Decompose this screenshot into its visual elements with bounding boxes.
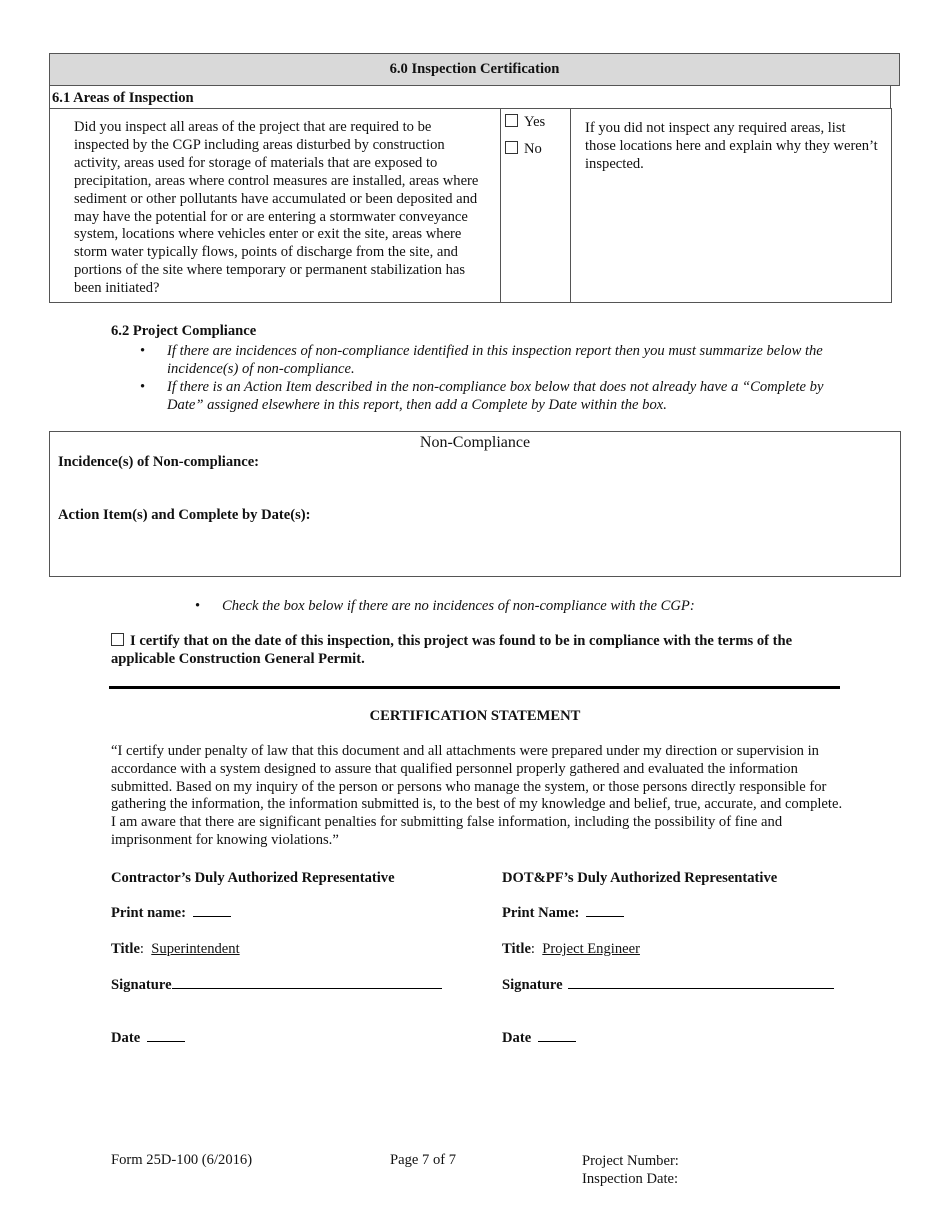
project-number-label: Project Number: [582, 1153, 679, 1169]
dot-print-line[interactable] [586, 904, 624, 917]
yes-option[interactable] [505, 114, 545, 131]
dot-signature-label: Signature [502, 977, 563, 993]
contractor-signature[interactable] [111, 976, 442, 994]
form-number: Form 25D-100 (6/2016) [111, 1152, 253, 1168]
column-divider [570, 109, 571, 302]
non-compliance-box[interactable] [49, 431, 901, 577]
certification-body: “I certify under penalty of law that this document and all attachments were prepared under my direction or supervision in accordance with a system designed to assure that qualified personnel properly gathered and evaluated the information submitted. Based on my inquiry of the person or persons who manage the system, or those persons directly responsible for gathering the information, the information submitted is, to the best of my knowledge and belief, true, accurate, and complete. I am aware that there are significant penalties for submitting false information, including the possibility of fine and imprisonment for knowing violations.” [111, 743, 843, 848]
contractor-print-line[interactable] [193, 904, 231, 917]
divider [109, 686, 840, 689]
dot-signature[interactable] [502, 976, 834, 994]
no-label: No [524, 141, 542, 157]
contractor-date-label: Date [111, 1030, 141, 1046]
explanation-field[interactable]: If you did not inspect any required areas, list those locations here and explain why they weren’t inspected. [585, 120, 878, 172]
incidences-label: Incidence(s) of Non-compliance: [58, 454, 260, 470]
contractor-title-value[interactable]: Superintendent [151, 941, 240, 957]
no-checkbox[interactable] [505, 141, 518, 154]
contractor-print-name[interactable] [111, 904, 231, 922]
bullet-text: If there are incidences of non-compliance identified in this inspection report then you must summarize below the incidence(s) of non-compliance. [167, 343, 823, 377]
bullet-icon: • [140, 343, 146, 359]
check-note: Check the box below if there are no incidences of non-compliance with the CGP: [222, 598, 695, 614]
contractor-date[interactable] [111, 1029, 185, 1047]
bullet-text: If there is an Action Item described in the non-compliance box below that does not already have a “Complete by Date” assigned elsewhere in this report, then add a Complete by Date within the box. [167, 379, 824, 413]
compliance-checkbox[interactable] [111, 633, 124, 646]
inspection-date-label: Inspection Date: [582, 1171, 679, 1187]
dot-title: Title: Project Engineer [502, 941, 640, 957]
certification-title: CERTIFICATION STATEMENT [369, 708, 581, 724]
non-compliance-title: Non-Compliance [419, 434, 531, 451]
areas-of-inspection-row [49, 108, 892, 303]
contractor-signature-line[interactable] [172, 976, 442, 989]
section-6-1-title: 6.1 Areas of Inspection [52, 90, 194, 106]
column-divider [500, 109, 501, 302]
compliance-certification[interactable] [111, 632, 851, 668]
section-6-0-header [49, 53, 900, 86]
dot-date-line[interactable] [538, 1029, 576, 1042]
dot-date-label: Date [502, 1030, 532, 1046]
yes-label: Yes [524, 114, 546, 130]
dot-date[interactable] [502, 1029, 576, 1047]
bullet-icon: • [195, 598, 201, 614]
contractor-print-label: Print name: [111, 905, 186, 921]
dot-heading: DOT&PF’s Duly Authorized Representative [502, 870, 778, 886]
page-number: Page 7 of 7 [390, 1152, 457, 1168]
dot-print-label: Print Name: [502, 905, 580, 921]
action-items-label: Action Item(s) and Complete by Date(s): [58, 507, 311, 523]
contractor-title-label: Title [111, 941, 140, 957]
dot-title-value[interactable]: Project Engineer [542, 941, 640, 957]
yes-checkbox[interactable] [505, 114, 518, 127]
inspection-question: Did you inspect all areas of the project that are required to be inspected by the CGP including areas disturbed by construction activity, areas used for storage of materials that are exposed to precipitation, areas where control measures are installed, areas where sediment or other pollutants have accumulated or been deposited and may have the potential for or are entering a stormwater conveyance system, locations where vehicles enter or exit the site, areas where storm water typically flows, points of discharge from the site, and portions of the site where temporary or permanent stabilization has been initiated? [74, 119, 479, 297]
compliance-text: I certify that on the date of this inspection, this project was found to be in compliance with the terms of the applicable Construction General Permit. [111, 633, 793, 667]
contractor-date-line[interactable] [147, 1029, 185, 1042]
contractor-signature-label: Signature [111, 977, 172, 993]
bullet-icon: • [140, 379, 146, 395]
contractor-heading: Contractor’s Duly Authorized Representative [111, 870, 395, 886]
section-6-0-title: 6.0 Inspection Certification [389, 61, 560, 77]
dot-signature-line[interactable] [568, 976, 834, 989]
contractor-title: Title: Superintendent [111, 941, 240, 957]
dot-print-name[interactable] [502, 904, 624, 922]
dot-title-label: Title [502, 941, 531, 957]
no-option[interactable] [505, 141, 542, 158]
section-6-1-title-row [49, 86, 891, 108]
section-6-2-title: 6.2 Project Compliance [111, 323, 257, 339]
footer-project-info [582, 1152, 679, 1188]
